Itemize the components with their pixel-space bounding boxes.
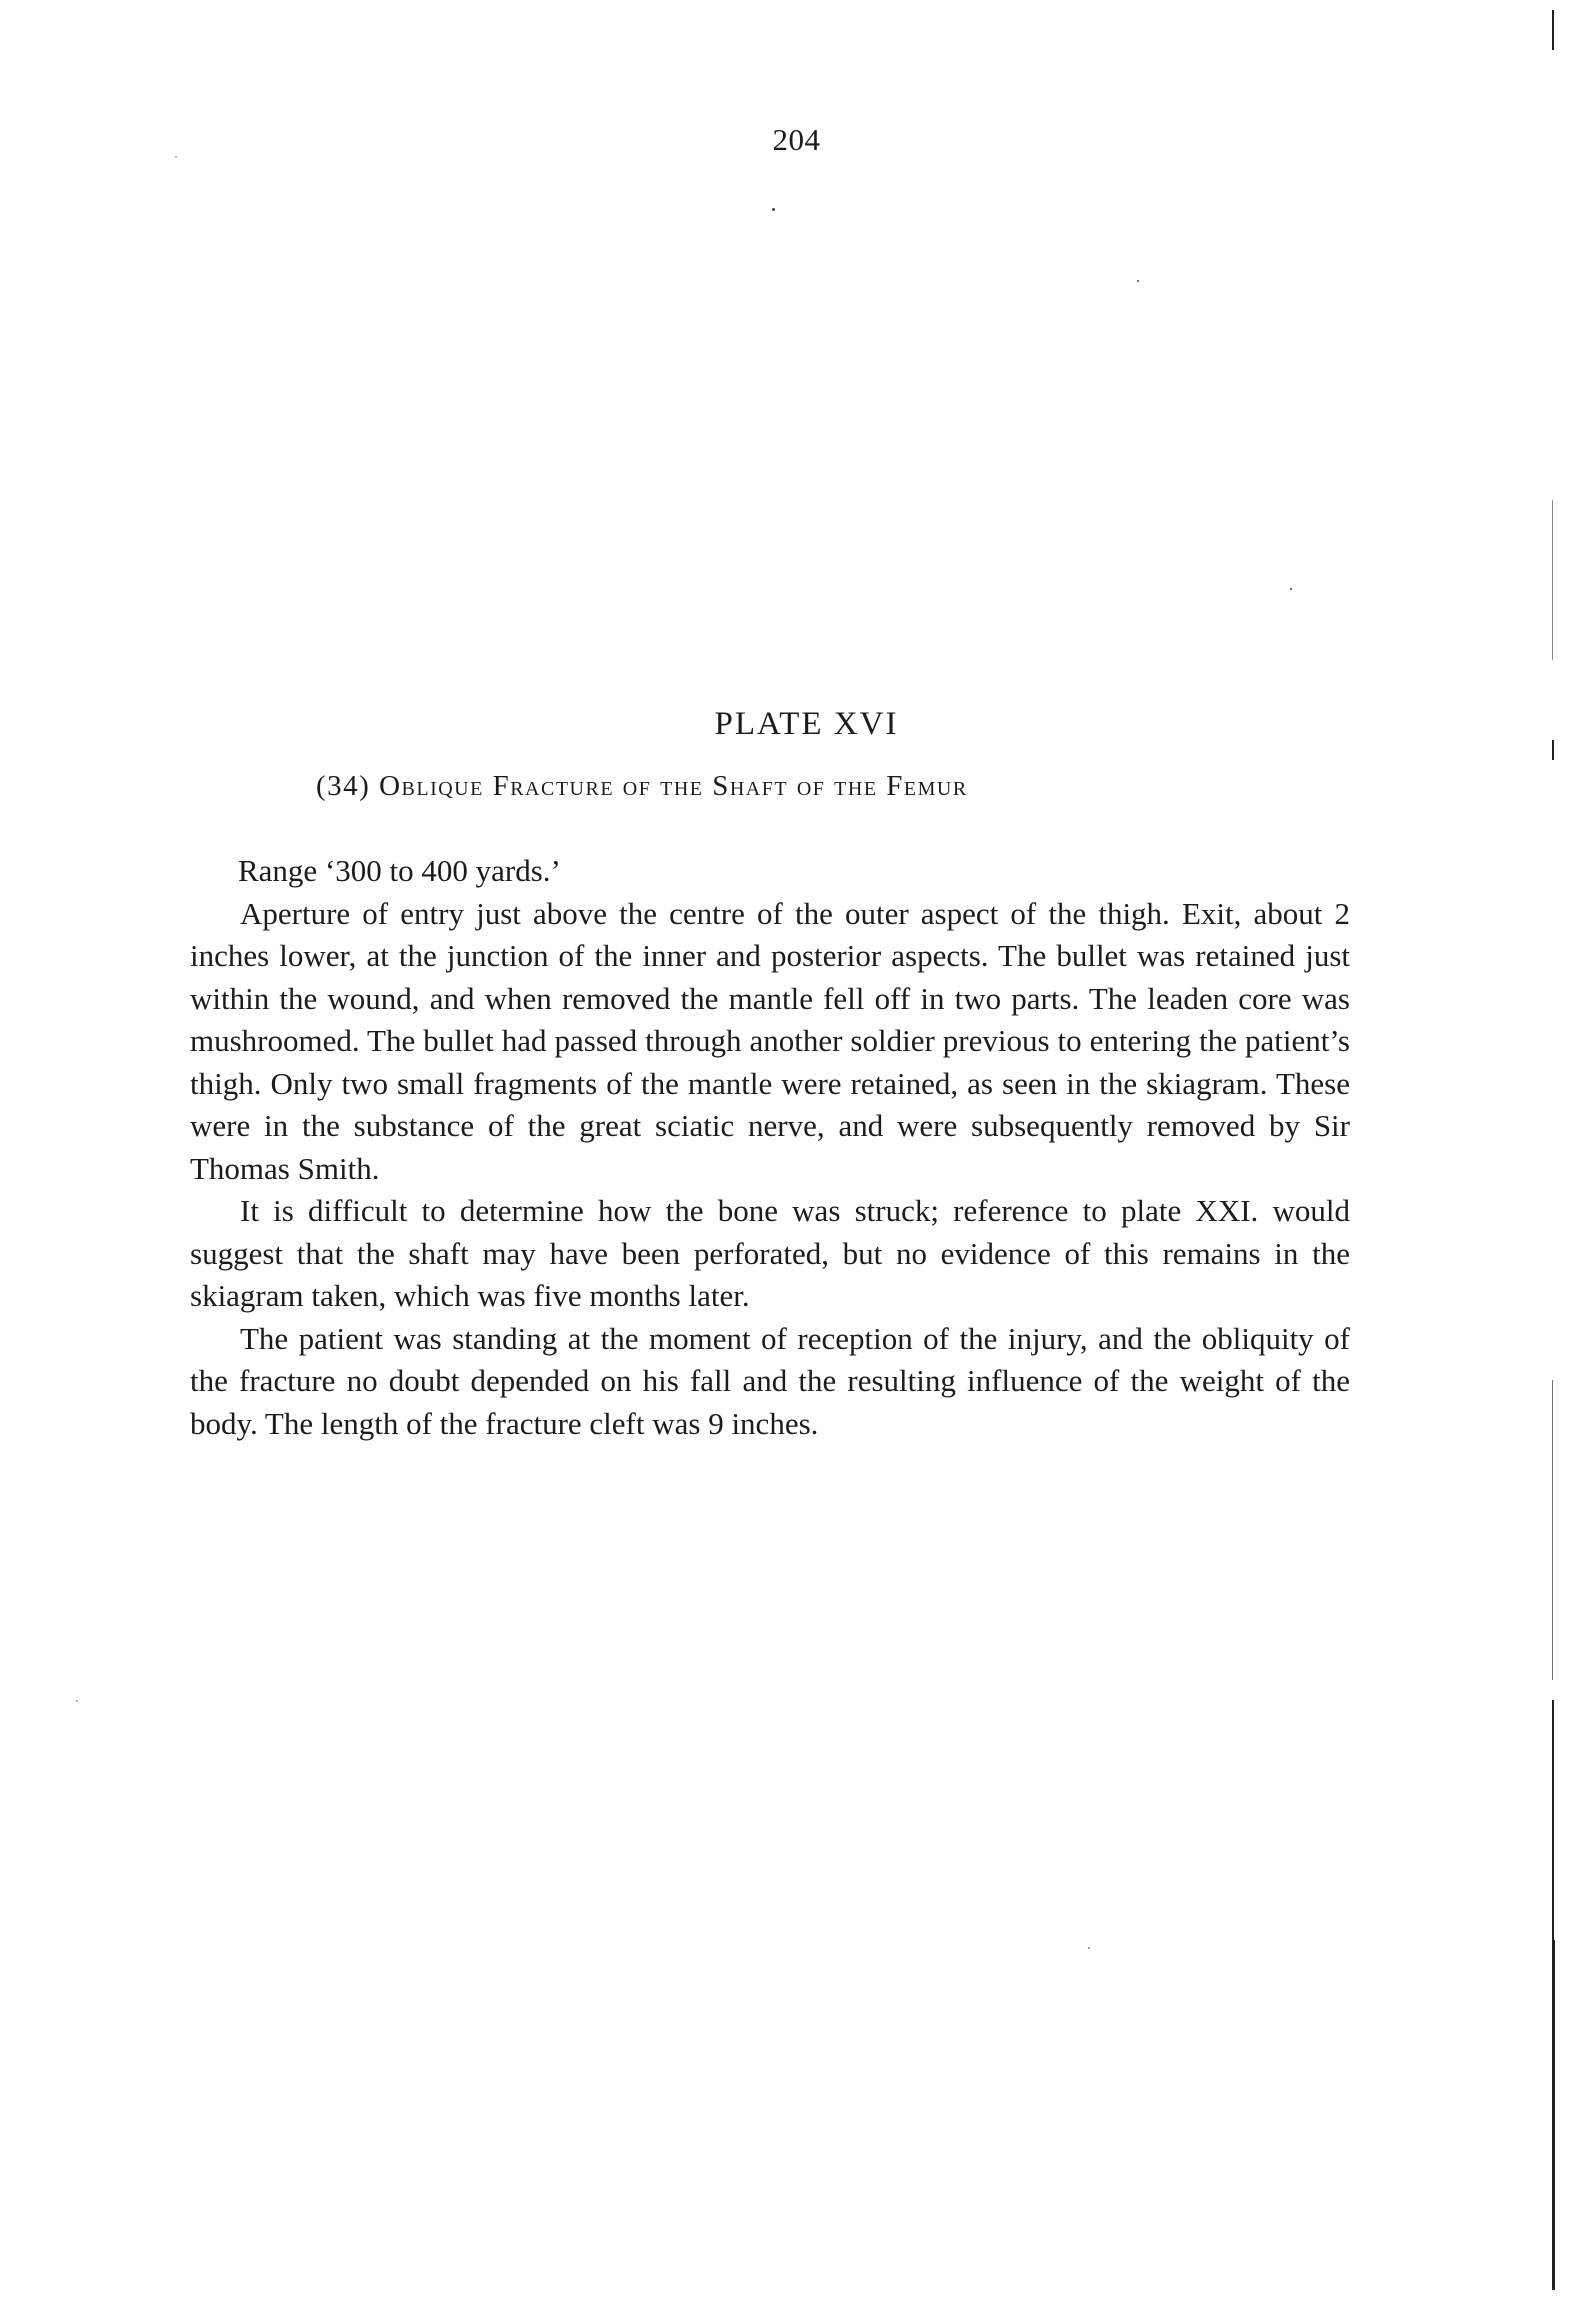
paragraph-range: Range ‘300 to 400 yards.’ xyxy=(238,853,561,888)
plate-title: PLATE XVI xyxy=(714,706,899,742)
scan-speck xyxy=(1137,280,1139,282)
page-number: 204 xyxy=(772,122,821,157)
scan-speck xyxy=(1088,1947,1090,1949)
scan-edge-mark xyxy=(1552,1940,1555,2290)
paragraph-patient-standing: The patient was standing at the moment of reception of the injury, and the obliquity of the fracture no doubt depended on his fall and the resulting influence of the weight of the body. The length of the fracture cleft was 9 inches. xyxy=(190,1320,1350,1441)
scan-edge-mark xyxy=(1552,500,1553,660)
paragraph-aperture: Aperture of entry just above the centre of the outer aspect of the thigh. Exit, about 2 inches lower, at the junction of the inner and posterior aspects. The bullet was retained just within the wound, and when removed the mantle fell off in two parts. The leaden core was mushroomed. The bullet had passed through another soldier previous to entering the patient’s thigh. Only two small fragments of the mantle were retained, as seen in the skiagram. These were in the substance of the great sciatic nerve, and were subsequently removed by Sir Thomas Smith. xyxy=(190,895,1350,1186)
scan-edge-mark xyxy=(1552,10,1554,50)
scan-speck xyxy=(76,1700,78,1702)
paragraph-bone-struck: It is difficult to determine how the bone was struck; reference to plate XXI. would suggest that the shaft may have been perforated, but no evidence of this remains in the skiagram taken, which was five months later. xyxy=(190,1193,1350,1313)
scan-speck xyxy=(772,208,775,211)
scan-speck xyxy=(1290,588,1292,590)
scan-speck xyxy=(175,156,177,158)
plate-subtitle: (34) Oblique Fracture of the Shaft of the Femur xyxy=(316,770,968,802)
body-text xyxy=(190,850,1350,1445)
scan-edge-mark xyxy=(1552,1700,1554,1940)
scan-edge-mark xyxy=(1552,740,1554,760)
scan-edge-mark xyxy=(1552,1380,1553,1680)
